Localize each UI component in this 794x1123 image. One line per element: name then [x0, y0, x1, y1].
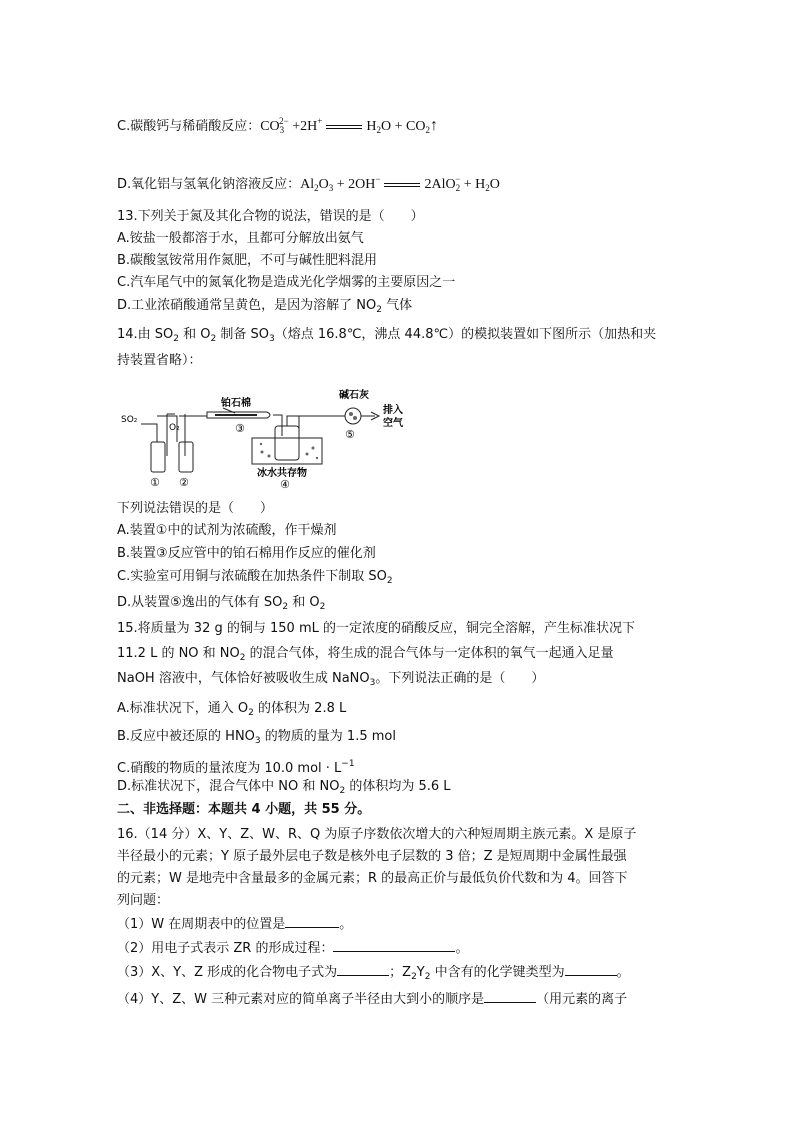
q15-option-c [117, 755, 355, 778]
sub: 2 [319, 602, 326, 612]
sub: 2 [455, 183, 461, 193]
q16-part-4 [117, 990, 627, 1009]
sub: 2 [282, 602, 289, 612]
formula-oh: + 2OH [333, 177, 376, 192]
q13-option-a: A.铵盐一般都溶于水，且都可分解放出氨气 [117, 231, 364, 246]
equals-sign [326, 125, 362, 129]
q14-ask: 下列说法错误的是（ ） [117, 501, 274, 516]
sub: 2 [424, 972, 431, 982]
gas-arrow-icon: ↑ [429, 117, 438, 134]
text: A.标准状况下，通入 O [117, 701, 249, 716]
sub: 2 [386, 576, 393, 586]
sub: 2 [339, 786, 346, 796]
sub: 2 [239, 653, 246, 663]
text: 的物质的量为 1.5 mol [260, 729, 396, 744]
formula-2h: +2H [288, 119, 318, 134]
q13-option-c: C.汽车尾气中的氮氧化物是造成光化学烟雾的主要原因之一 [117, 275, 456, 290]
q15-stem-line3 [117, 670, 544, 692]
text: 11.2 L 的 NO 和 NO [117, 646, 240, 661]
q13-option-b: B.碳酸氢铵常用作氮肥，不可与碱性肥料混用 [117, 253, 378, 268]
answer-blank[interactable] [484, 990, 536, 1003]
text: C.硝酸的物质的量浓度为 10.0 mol · L [117, 761, 342, 776]
option-d-line [117, 170, 500, 197]
q13-stem: 13.下列关于氮及其化合物的说法，错误的是（ ） [117, 209, 424, 224]
option-c-label: C.碳酸钙与稀硝酸反应： [117, 119, 261, 134]
sub: 2 [210, 334, 217, 344]
sub: 2 [173, 334, 180, 344]
fig-num-3: ③ [235, 422, 245, 435]
q16-stem-line4: 列问题： [117, 893, 170, 908]
text: 的体积为 2.8 L [253, 701, 347, 716]
fig-num-2: ② [179, 476, 189, 489]
formula-alo2: 2AlO [424, 177, 456, 192]
sub: 3 [269, 334, 275, 344]
sup: −1 [341, 759, 355, 769]
text: D.工业浓硝酸通常呈黄色，是因为溶解了 NO [117, 298, 377, 313]
q14-option-a: A.装置①中的试剂为浓硫酸，作干燥剂 [117, 523, 337, 538]
sup: − [375, 174, 381, 184]
q15-stem-line1: 15.将质量为 32 g 的铜与 150 mL 的一定浓度的硝酸反应，铜完全溶解，产生标准状况下 [117, 621, 635, 636]
q15-option-d [117, 778, 451, 800]
formula-o: O [318, 177, 329, 192]
text: ；Z [389, 965, 412, 980]
sup: 2− [279, 116, 289, 126]
q16-part-1 [117, 915, 352, 934]
fig-exhaust-label-2: 空气 [383, 418, 403, 429]
formula-al: Al [300, 177, 315, 192]
text: 制备 SO [216, 327, 270, 342]
text: 气体 [381, 298, 413, 313]
text: 。 [616, 965, 630, 980]
answer-blank[interactable] [333, 939, 455, 952]
sub: 2 [248, 708, 254, 718]
q14-option-c [117, 568, 393, 590]
text: D.标准状况下，混合气体中 NO 和 NO [117, 779, 340, 794]
text: （4）Y、Z、W 三种元素对应的简单离子半径由大到小的顺序是 [117, 992, 485, 1007]
fig-ice-label: 冰水共存物 [257, 468, 307, 479]
answer-blank[interactable] [565, 963, 617, 976]
fig-o2-label: O₂ [169, 423, 180, 433]
text: （熔点 16.8℃，沸点 44.8℃）的模拟装置如下图所示（加热和夹 [274, 327, 657, 342]
fig-num-5: ⑤ [345, 428, 355, 441]
sub: 3 [279, 125, 285, 135]
text: 。 [339, 917, 353, 932]
sub: 2 [485, 183, 490, 193]
text: （2）用电子式表示 ZR 的形成过程： [117, 941, 334, 956]
section-2-heading: 二、非选择题：本题共 4 小题，共 55 分。 [117, 802, 371, 817]
fig-num-4: ④ [280, 478, 290, 491]
q14-stem [117, 326, 656, 348]
fig-so2-label: SO₂ [121, 415, 138, 425]
text: C.实验室可用铜与浓硫酸在加热条件下制取 SO [117, 569, 387, 584]
fig-exhaust-label-1: 排入 [383, 405, 403, 416]
text: B.反应中被还原的 HNO [117, 729, 255, 744]
q15-stem-line2 [117, 645, 614, 667]
fig-num-1: ① [150, 476, 160, 489]
text: （3）X、Y、Z 形成的化合物电子式为 [117, 965, 338, 980]
option-c-line [117, 112, 438, 139]
sub: 3 [254, 736, 261, 746]
q14-option-b: B.装置③反应管中的铂石棉用作反应的催化剂 [117, 546, 376, 561]
sub: 3 [369, 678, 376, 688]
text: 。下列说法正确的是（ ） [375, 671, 545, 686]
text: 中含有的化学键类型为 [430, 965, 565, 980]
sub: 2 [425, 125, 430, 135]
sub: 2 [376, 125, 381, 135]
sub: 3 [328, 183, 334, 193]
q16-stem-line3: 的元素；W 是地壳中含量最多的金属元素；R 的最高正价与最低负价代数和为 4。回答下 [117, 871, 628, 886]
equals-sign [384, 183, 420, 187]
q15-option-a [117, 700, 346, 722]
text: 的体积均为 5.6 L [345, 779, 451, 794]
formula-co3: CO [260, 119, 280, 134]
option-d-label: D.氧化铝与氢氧化钠溶液反应： [117, 177, 301, 192]
q14-stem-line2: 持装置省略）： [117, 353, 202, 368]
apparatus-figure [117, 386, 432, 496]
fig-soda-lime-label: 碱石灰 [339, 390, 369, 401]
sub: 2 [411, 972, 417, 982]
text: 和 O [179, 327, 211, 342]
q16-stem-line1: 16.（14 分）X、Y、Z、W、R、Q 为原子序数依次增大的六种短周期主族元素。X 是原子 [117, 827, 637, 842]
text: Y [416, 965, 425, 980]
sub: 2 [376, 305, 382, 315]
q16-part-3 [117, 963, 630, 986]
text: （用元素的离子 [536, 992, 628, 1007]
q13-option-d [117, 297, 412, 319]
text: NaOH 溶液中，气体恰好被吸收生成 NaNO [117, 671, 370, 686]
sub: 2 [314, 183, 319, 193]
sup: − [455, 174, 461, 184]
text: 和 O [288, 595, 320, 610]
q15-option-b [117, 728, 396, 750]
answer-blank[interactable] [285, 915, 339, 928]
q16-part-2 [117, 939, 469, 958]
text: （1）W 在周期表中的位置是 [117, 917, 286, 932]
fig-platinum-label: 铂石棉 [221, 398, 251, 409]
text: 的混合气体，将生成的混合气体与一定体积的氧气一起通入足量 [245, 646, 614, 661]
text: 14.由 SO [117, 327, 174, 342]
formula-co2: O + CO [380, 119, 426, 134]
sup: + [317, 116, 323, 126]
formula-h: + H [460, 177, 486, 192]
formula-o: O [489, 177, 500, 192]
q16-stem-line2: 半径最小的元素；Y 原子最外层电子数是核外电子层数的 3 倍；Z 是短周期中金属性最强 [117, 849, 627, 864]
text: D.从装置⑤逸出的气体有 SO [117, 595, 283, 610]
q14-option-d [117, 594, 325, 616]
formula-h2o: H [366, 119, 377, 134]
answer-blank[interactable] [337, 963, 389, 976]
text: 。 [455, 941, 469, 956]
